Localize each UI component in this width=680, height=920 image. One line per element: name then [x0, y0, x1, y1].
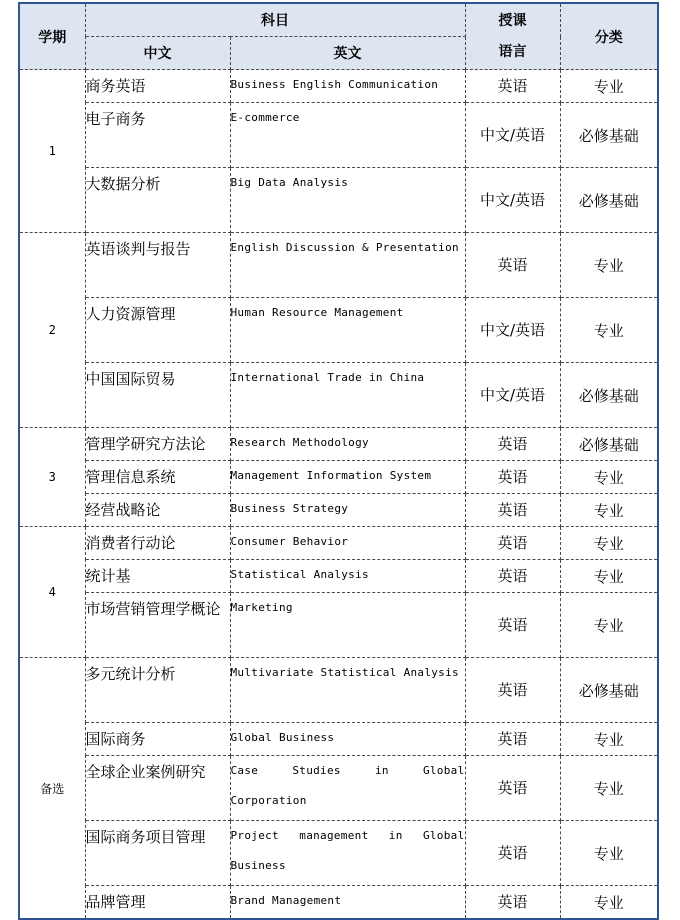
term-cell: 1 [19, 70, 85, 233]
course-name-en: Multivariate Statistical Analysis [230, 658, 465, 723]
table-row [19, 298, 658, 363]
table-row [19, 527, 658, 560]
course-category: 专业 [560, 298, 658, 363]
course-name-zh: 英语谈判与报告 [85, 233, 230, 298]
course-category: 专业 [560, 560, 658, 593]
course-name-en: Project management in Global Business [230, 821, 465, 886]
header-chinese: 中文 [85, 37, 230, 70]
table-row [19, 168, 658, 233]
header-category: 分类 [560, 3, 658, 70]
course-name-zh: 人力资源管理 [85, 298, 230, 363]
term-cell: 3 [19, 428, 85, 527]
course-name-en: Marketing [230, 593, 465, 658]
table-row [19, 461, 658, 494]
course-language: 英语 [465, 560, 560, 593]
course-language: 英语 [465, 723, 560, 756]
term-cell: 2 [19, 233, 85, 428]
course-category: 专业 [560, 494, 658, 527]
table-row [19, 593, 658, 658]
course-name-zh: 商务英语 [85, 70, 230, 103]
course-language: 中文/英语 [465, 298, 560, 363]
header-term: 学期 [19, 3, 85, 70]
course-category: 必修基础 [560, 168, 658, 233]
course-name-zh: 统计基 [85, 560, 230, 593]
course-language: 中文/英语 [465, 168, 560, 233]
course-category: 专业 [560, 886, 658, 920]
course-category: 专业 [560, 756, 658, 821]
course-name-en: Management Information System [230, 461, 465, 494]
course-language: 英语 [465, 821, 560, 886]
course-name-zh: 管理学研究方法论 [85, 428, 230, 461]
course-name-en: International Trade in China [230, 363, 465, 428]
course-name-zh: 全球企业案例研究 [85, 756, 230, 821]
course-name-zh: 市场营销管理学概论 [85, 593, 230, 658]
course-language: 英语 [465, 494, 560, 527]
course-category: 专业 [560, 723, 658, 756]
course-name-en: English Discussion & Presentation [230, 233, 465, 298]
table-row [19, 363, 658, 428]
course-name-en: Global Business [230, 723, 465, 756]
table-row [19, 560, 658, 593]
header-subject: 科目 [85, 3, 465, 37]
header-language-line2: 语言 [498, 43, 527, 60]
course-language: 英语 [465, 756, 560, 821]
table-row [19, 723, 658, 756]
course-language: 英语 [465, 70, 560, 103]
table-row [19, 821, 658, 886]
table-row [19, 886, 658, 920]
course-name-en: Research Methodology [230, 428, 465, 461]
course-language: 英语 [465, 233, 560, 298]
course-name-en: Statistical Analysis [230, 560, 465, 593]
course-language: 英语 [465, 428, 560, 461]
course-category: 专业 [560, 593, 658, 658]
table-row [19, 103, 658, 168]
course-language: 中文/英语 [465, 363, 560, 428]
term-cell: 备选 [19, 658, 85, 920]
course-name-zh: 中国国际贸易 [85, 363, 230, 428]
table-row [19, 233, 658, 298]
course-name-zh: 经营战略论 [85, 494, 230, 527]
course-category: 专业 [560, 70, 658, 103]
course-name-zh: 管理信息系统 [85, 461, 230, 494]
course-name-zh: 电子商务 [85, 103, 230, 168]
course-name-en: Consumer Behavior [230, 527, 465, 560]
course-name-en: Case Studies in Global Corporation [230, 756, 465, 821]
course-language: 英语 [465, 527, 560, 560]
header-language-line1: 授课 [498, 12, 527, 29]
table-row [19, 658, 658, 723]
table-row [19, 70, 658, 103]
header-english: 英文 [230, 37, 465, 70]
term-cell: 4 [19, 527, 85, 658]
course-name-en: Human Resource Management [230, 298, 465, 363]
course-name-zh: 国际商务 [85, 723, 230, 756]
course-category: 专业 [560, 461, 658, 494]
course-name-zh: 消费者行动论 [85, 527, 230, 560]
header-language [465, 3, 560, 70]
course-category: 必修基础 [560, 103, 658, 168]
course-category: 必修基础 [560, 658, 658, 723]
table-body [19, 70, 658, 920]
course-category: 专业 [560, 821, 658, 886]
course-language: 英语 [465, 658, 560, 723]
course-name-en: Big Data Analysis [230, 168, 465, 233]
course-name-en: E-commerce [230, 103, 465, 168]
course-category: 专业 [560, 527, 658, 560]
course-category: 必修基础 [560, 363, 658, 428]
table-row [19, 494, 658, 527]
course-language: 英语 [465, 593, 560, 658]
course-language: 英语 [465, 886, 560, 920]
course-table [18, 2, 659, 920]
course-language: 英语 [465, 461, 560, 494]
course-category: 必修基础 [560, 428, 658, 461]
course-language: 中文/英语 [465, 103, 560, 168]
course-category: 专业 [560, 233, 658, 298]
table-row [19, 428, 658, 461]
course-name-zh: 品牌管理 [85, 886, 230, 920]
table-row [19, 756, 658, 821]
course-name-en: Business Strategy [230, 494, 465, 527]
course-name-en: Business English Communication [230, 70, 465, 103]
course-name-zh: 国际商务项目管理 [85, 821, 230, 886]
course-name-en: Brand Management [230, 886, 465, 920]
course-name-zh: 大数据分析 [85, 168, 230, 233]
course-name-zh: 多元统计分析 [85, 658, 230, 723]
